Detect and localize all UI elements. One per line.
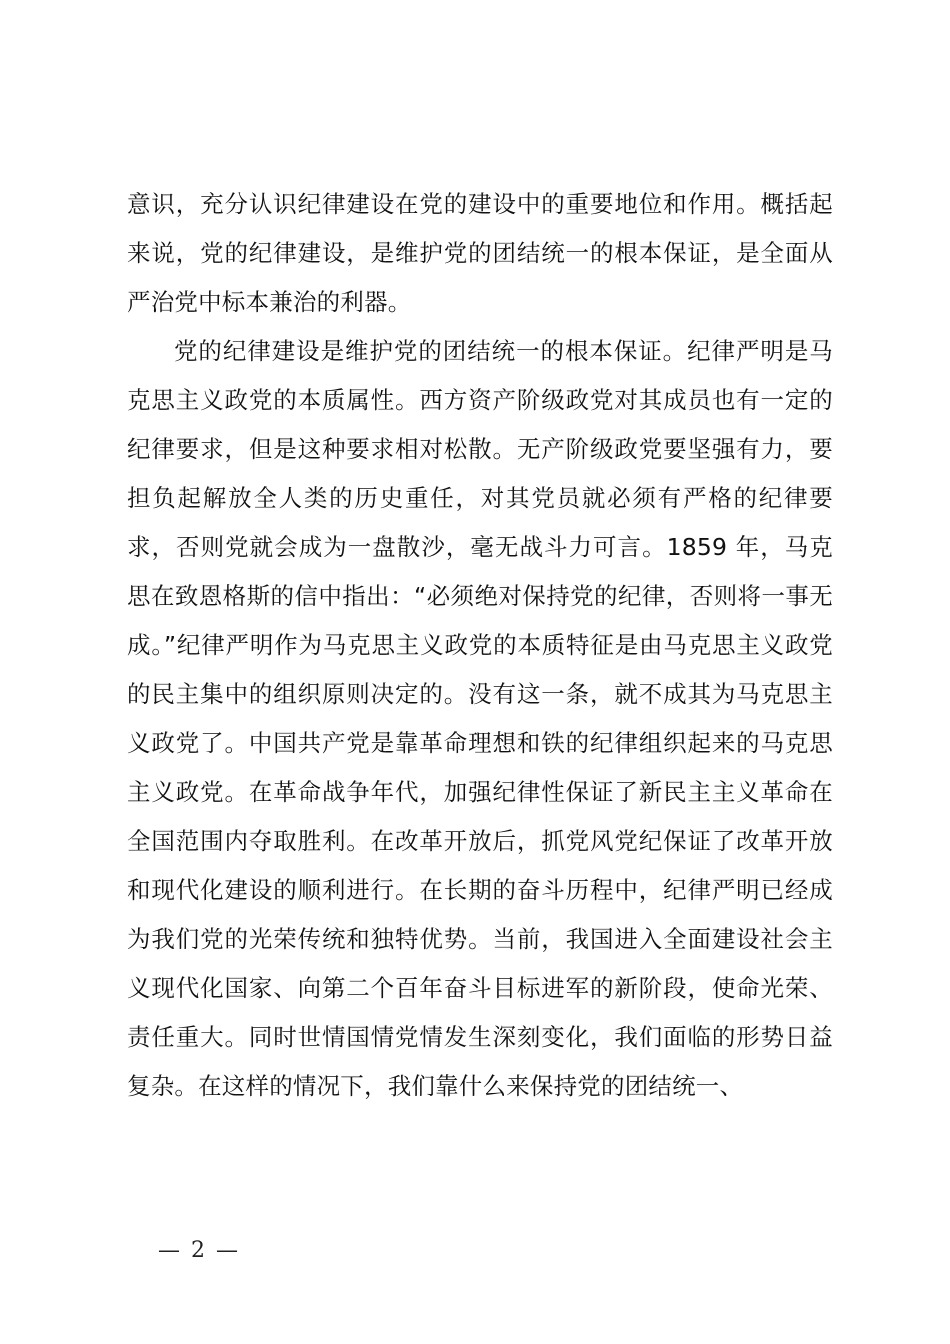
paragraph-discipline: 党的纪律建设是维护党的团结统一的根本保证。纪律严明是马克思主义政党的本质属性。西方资产阶级政党对其成员也有一定的纪律要求，但是这种要求相对松散。无产阶级政党要坚强有力，要担负起解放全人类的历史重任，对其党员就必须有严格的纪律要求，否则党就会成为一盘散沙，毫无战斗力可言。1859 年，马克思在致恩格斯的信中指出：“必须绝对保持党的纪律，否则将一事无成。”纪律严明作为马克思主义政党的本质特征是由马克思主义政党的民主集中的组织原则决定的。没有这一条，就不成其为马克思主义政党了。中国共产党是靠革命理想和铁的纪律组织起来的马克思主义政党。在革命战争年代，加强纪律性保证了新民主主义革命在全国范围内夺取胜利。在改革开放后，抓党风党纪保证了改革开放和现代化建设的顺利进行。在长期的奋斗历程中，纪律严明已经成为我们党的光荣传统和独特优势。当前，我国进入全面建设社会主义现代化国家、向第二个百年奋斗目标进军的新阶段，使命光荣、责任重大。同时世情国情党情发生深刻变化，我们面临的形势日益复杂。在这样的情况下，我们靠什么来保持党的团结统一、 bbox=[127, 337, 833, 1100]
page-number: — 2 — bbox=[158, 1238, 240, 1263]
body-text bbox=[127, 180, 833, 1111]
paragraph-continuation: 意识，充分认识纪律建设在党的建设中的重要地位和作用。概括起来说，党的纪律建设，是维护党的团结统一的根本保证，是全面从严治党中标本兼治的利器。 bbox=[127, 190, 833, 316]
